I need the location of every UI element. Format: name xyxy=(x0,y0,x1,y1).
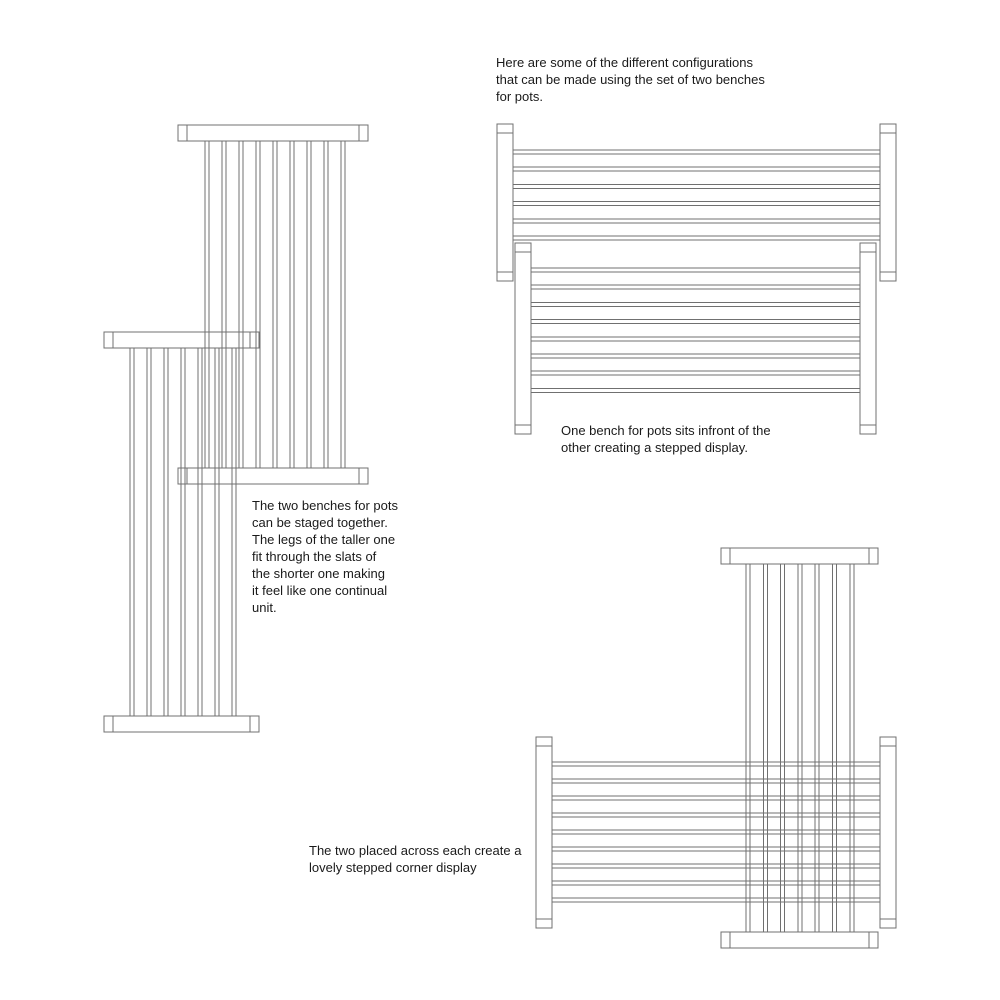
bench-slat xyxy=(232,348,236,716)
bench-slat xyxy=(552,779,880,783)
bench-foot-right xyxy=(250,716,259,732)
bench-slat xyxy=(513,219,880,223)
bench-slat xyxy=(552,830,880,834)
bench-slat xyxy=(833,564,837,932)
bench-foot-top xyxy=(497,124,513,133)
bench-end-left xyxy=(497,124,513,281)
bench-foot-right xyxy=(359,468,368,484)
bench-slat xyxy=(147,348,151,716)
bench-slat xyxy=(198,348,202,716)
bench-foot-bottom xyxy=(515,425,531,434)
intro-caption: Here are some of the different configurations that can be made using the set of two benches for pots. xyxy=(496,55,765,104)
bench-foot-right xyxy=(250,332,259,348)
bench-slat xyxy=(130,348,134,716)
bench-end-bottom xyxy=(721,932,878,948)
taller-bench xyxy=(178,125,368,484)
bench-slat xyxy=(552,847,880,851)
bench-end-bottom xyxy=(104,716,259,732)
bench-slat xyxy=(850,564,854,932)
bench-slat xyxy=(324,141,328,468)
bench-slat xyxy=(222,141,226,468)
bench-slat xyxy=(552,864,880,868)
bench-slat xyxy=(513,184,880,188)
bench-slat xyxy=(273,141,277,468)
bench-slat xyxy=(513,167,880,171)
bench-foot-right xyxy=(869,932,878,948)
bench-foot-left xyxy=(721,548,730,564)
bench-slats xyxy=(130,348,236,716)
bench-slat xyxy=(215,348,219,716)
bench-slat xyxy=(763,564,767,932)
bench-slat xyxy=(531,268,860,272)
bench-foot-top xyxy=(880,124,896,133)
bench-foot-right xyxy=(869,548,878,564)
bench-slat xyxy=(798,564,802,932)
bench-slat xyxy=(531,320,860,324)
bench-foot-top xyxy=(880,737,896,746)
bench-foot-bottom xyxy=(860,425,876,434)
vertical-bench xyxy=(721,548,878,948)
bench-slat xyxy=(552,898,880,902)
stepped-front-configuration xyxy=(497,124,896,434)
bench-slats xyxy=(531,268,860,392)
bench-foot-left xyxy=(178,468,187,484)
bench-slat xyxy=(531,337,860,341)
bench-slat xyxy=(256,141,260,468)
bench-foot-left xyxy=(104,332,113,348)
bench-end-right xyxy=(880,737,896,928)
bench-slats xyxy=(552,762,880,902)
bench-slat xyxy=(531,302,860,306)
bench-foot-top xyxy=(536,737,552,746)
bench-slat xyxy=(531,388,860,392)
bench-slats xyxy=(513,150,880,240)
bench-slat xyxy=(781,564,785,932)
bench-end-top xyxy=(721,548,878,564)
bench-foot-bottom xyxy=(536,919,552,928)
bench-foot-bottom xyxy=(880,272,896,281)
bench-slats xyxy=(205,141,345,468)
bench-end-right xyxy=(860,243,876,434)
bench-end-bottom xyxy=(178,468,368,484)
horizontal-bench xyxy=(536,737,896,928)
bench-slat xyxy=(531,285,860,289)
front-bench xyxy=(515,243,876,434)
bench-end-top xyxy=(178,125,368,141)
bench-slat xyxy=(552,881,880,885)
bench-slat xyxy=(181,348,185,716)
bench-foot-top xyxy=(860,243,876,252)
bench-foot-left xyxy=(104,716,113,732)
bench-slat xyxy=(746,564,750,932)
bench-end-top xyxy=(104,332,259,348)
bench-slat xyxy=(513,236,880,240)
bench-slat xyxy=(164,348,168,716)
staged-configuration xyxy=(104,125,368,732)
bench-slat xyxy=(552,796,880,800)
shorter-bench xyxy=(104,332,259,732)
bench-foot-bottom xyxy=(497,272,513,281)
back-bench xyxy=(497,124,896,281)
bench-slat xyxy=(290,141,294,468)
bench-end-left xyxy=(536,737,552,928)
stepped-front-caption: One bench for pots sits infront of the other creating a stepped display. xyxy=(561,423,771,455)
bench-slat xyxy=(513,150,880,154)
corner-cross-configuration xyxy=(536,548,896,948)
bench-slat xyxy=(513,202,880,206)
bench-foot-bottom xyxy=(880,919,896,928)
bench-slat xyxy=(531,354,860,358)
bench-end-left xyxy=(515,243,531,434)
bench-end-right xyxy=(880,124,896,281)
bench-foot-left xyxy=(178,125,187,141)
bench-slats xyxy=(746,564,854,932)
bench-slat xyxy=(307,141,311,468)
bench-foot-top xyxy=(515,243,531,252)
bench-slat xyxy=(205,141,209,468)
bench-slat xyxy=(239,141,243,468)
staged-caption: The two benches for pots can be staged together. The legs of the taller one fit through the slats of the shorter one making it feel like one continual unit. xyxy=(252,498,398,615)
bench-slat xyxy=(552,762,880,766)
bench-foot-left xyxy=(721,932,730,948)
bench-slat xyxy=(552,813,880,817)
bench-slat xyxy=(531,371,860,375)
bench-slat xyxy=(815,564,819,932)
bench-slat xyxy=(341,141,345,468)
corner-caption: The two placed across each create a lovely stepped corner display xyxy=(309,843,522,875)
bench-foot-right xyxy=(359,125,368,141)
